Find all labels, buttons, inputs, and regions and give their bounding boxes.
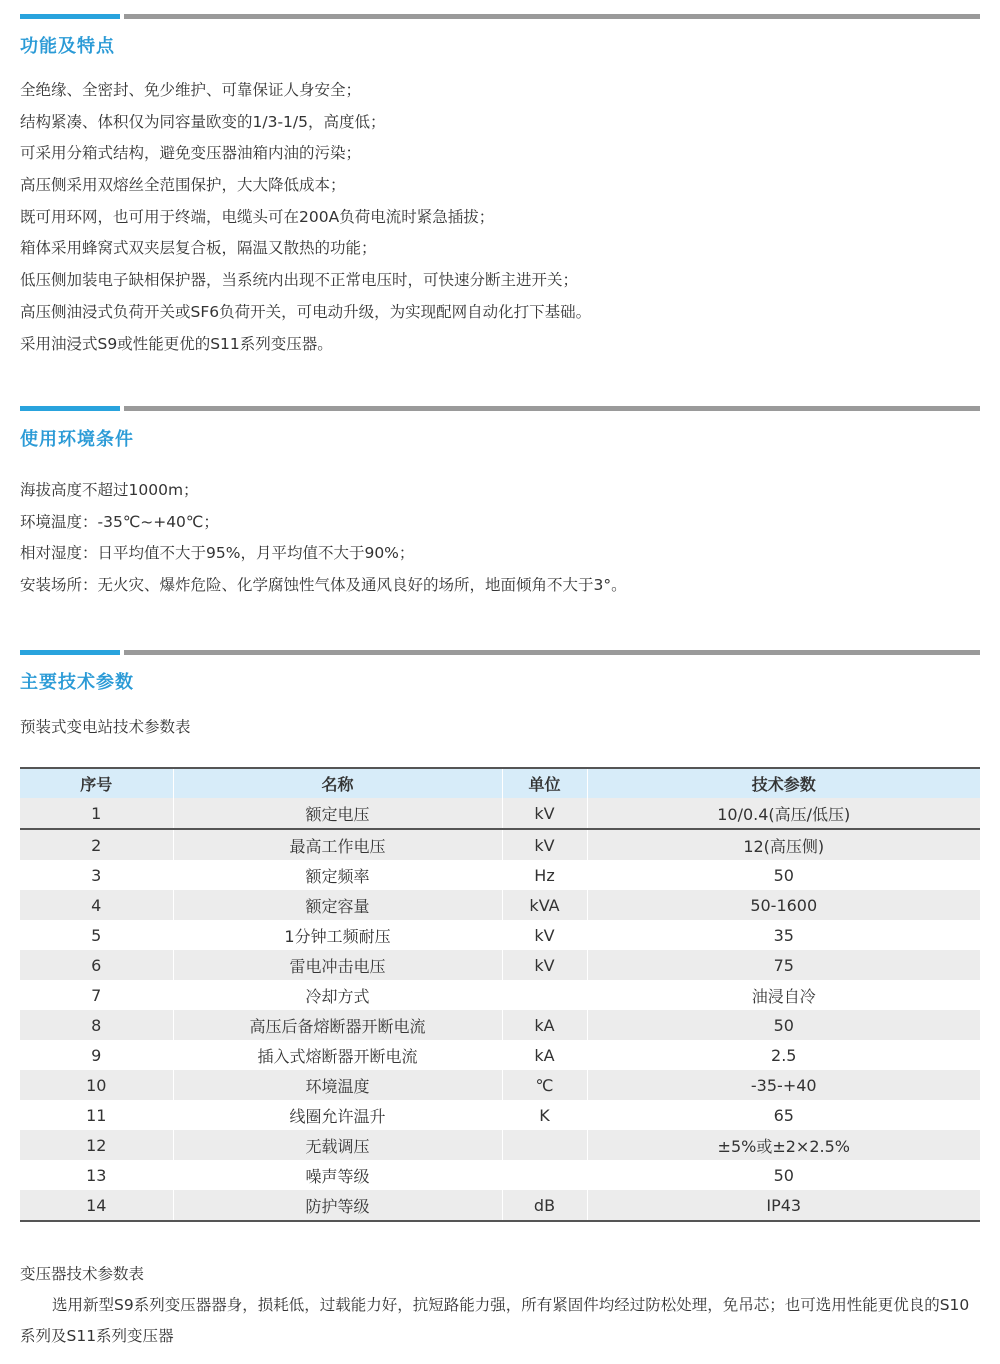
- cell-unit: kV: [502, 920, 587, 950]
- section-divider-environment: [20, 406, 980, 411]
- table-row: [20, 980, 980, 1010]
- cell-unit: [502, 1160, 587, 1190]
- environment-line: 安装场所：无火灾、爆炸危险、化学腐蚀性气体及通风良好的场所，地面倾角不大于3°。: [20, 576, 627, 595]
- cell-unit: kA: [502, 1010, 587, 1040]
- cell-index: 6: [20, 950, 173, 980]
- cell-unit: kA: [502, 1040, 587, 1070]
- features-line: 低压侧加装电子缺相保护器，当系统内出现不正常电压时，可快速分断主进开关；: [20, 271, 579, 290]
- environment-line: 相对湿度：日平均值不大于95%，月平均值不大于90%；: [20, 544, 415, 563]
- divider-line: [124, 14, 980, 19]
- table-caption: 预装式变电站技术参数表: [20, 718, 191, 736]
- table-row: [20, 950, 980, 980]
- cell-index: 13: [20, 1160, 173, 1190]
- cell-name: 环境温度: [173, 1070, 502, 1100]
- features-line: 箱体采用蜂窝式双夹层复合板，隔温又散热的功能；: [20, 239, 377, 258]
- cell-name: 冷却方式: [173, 980, 502, 1010]
- table-row: [20, 798, 980, 829]
- table-row: [20, 1070, 980, 1100]
- table-row: [20, 1160, 980, 1190]
- features-line: 结构紧凑、体积仅为同容量欧变的1/3-1/5，高度低；: [20, 112, 386, 131]
- cell-unit: kVA: [502, 890, 587, 920]
- table-header-row: [20, 768, 980, 798]
- cell-index: 4: [20, 890, 173, 920]
- environment-line: 海拔高度不超过1000m；: [20, 481, 199, 499]
- cell-unit: [502, 1130, 587, 1160]
- cell-value: 75: [587, 950, 980, 980]
- cell-value: IP43: [587, 1190, 980, 1221]
- features-list: [20, 75, 591, 360]
- cell-index: 10: [20, 1070, 173, 1100]
- cell-value: 35: [587, 920, 980, 950]
- table-row: [20, 1130, 980, 1160]
- cell-value: 50: [587, 860, 980, 890]
- cell-index: 12: [20, 1130, 173, 1160]
- cell-value: 12(高压侧): [587, 829, 980, 860]
- cell-index: 14: [20, 1190, 173, 1221]
- cell-name: 最高工作电压: [173, 829, 502, 860]
- cell-unit: K: [502, 1100, 587, 1130]
- table-row: [20, 920, 980, 950]
- cell-name: 1分钟工频耐压: [173, 920, 502, 950]
- cell-unit: ℃: [502, 1070, 587, 1100]
- features-line: 全绝缘、全密封、免少维护、可靠保证人身安全；: [20, 81, 362, 99]
- cell-name: 雷电冲击电压: [173, 950, 502, 980]
- cell-value: 2.5: [587, 1040, 980, 1070]
- features-line: 可采用分箱式结构，避免变压器油箱内油的污染；: [20, 144, 362, 163]
- header-unit: 单位: [502, 768, 587, 798]
- cell-name: 无载调压: [173, 1130, 502, 1160]
- cell-index: 11: [20, 1100, 173, 1130]
- cell-unit: kV: [502, 829, 587, 860]
- cell-name: 防护等级: [173, 1190, 502, 1221]
- cell-value: 50-1600: [587, 890, 980, 920]
- table-row: [20, 829, 980, 860]
- cell-name: 额定电压: [173, 798, 502, 829]
- spec-table: [20, 767, 980, 1222]
- cell-name: 噪声等级: [173, 1160, 502, 1190]
- features-line: 采用油浸式S9或性能更优的S11系列变压器。: [20, 334, 333, 353]
- section-divider-features: [20, 14, 980, 19]
- cell-value: 50: [587, 1160, 980, 1190]
- cell-index: 8: [20, 1010, 173, 1040]
- cell-unit: kV: [502, 798, 587, 829]
- table-row: [20, 1190, 980, 1221]
- table-row: [20, 1010, 980, 1040]
- cell-value: 10/0.4(高压/低压): [587, 798, 980, 829]
- divider-accent: [20, 650, 120, 655]
- table-row: [20, 1040, 980, 1070]
- cell-value: 油浸自冷: [587, 980, 980, 1010]
- cell-index: 5: [20, 920, 173, 950]
- cell-name: 额定频率: [173, 860, 502, 890]
- cell-value: ±5%或±2×2.5%: [587, 1130, 980, 1160]
- cell-value: -35-+40: [587, 1070, 980, 1100]
- cell-unit: dB: [502, 1190, 587, 1221]
- divider-accent: [20, 14, 120, 19]
- cell-index: 3: [20, 860, 173, 890]
- environment-title: 使用环境条件: [20, 429, 134, 450]
- cell-index: 7: [20, 980, 173, 1010]
- header-value: 技术参数: [587, 768, 980, 798]
- divider-line: [124, 406, 980, 411]
- table-row: [20, 1100, 980, 1130]
- environment-list: [20, 475, 627, 602]
- table-row: [20, 860, 980, 890]
- cell-value: 50: [587, 1010, 980, 1040]
- cell-name: 插入式熔断器开断电流: [173, 1040, 502, 1070]
- features-title: 功能及特点: [20, 36, 115, 57]
- divider-line: [124, 650, 980, 655]
- cell-unit: [502, 980, 587, 1010]
- cell-index: 9: [20, 1040, 173, 1070]
- header-name: 名称: [173, 768, 502, 798]
- cell-unit: Hz: [502, 860, 587, 890]
- cell-index: 2: [20, 829, 173, 860]
- cell-index: 1: [20, 798, 173, 829]
- params-title: 主要技术参数: [20, 672, 134, 693]
- cell-unit: kV: [502, 950, 587, 980]
- transformer-caption: 变压器技术参数表: [20, 1265, 145, 1283]
- table-row: [20, 890, 980, 920]
- section-divider-params: [20, 650, 980, 655]
- transformer-paragraph: 选用新型S9系列变压器器身，损耗低，过载能力好，抗短路能力强，所有紧固件均经过防松处理，免吊芯；也可选用性能更优良的S10系列及S11系列变压器: [20, 1296, 970, 1345]
- cell-name: 高压后备熔断器开断电流: [173, 1010, 502, 1040]
- features-line: 既可用环网，也可用于终端，电缆头可在200A负荷电流时紧急插拔；: [20, 207, 495, 226]
- cell-name: 额定容量: [173, 890, 502, 920]
- header-index: 序号: [20, 768, 173, 798]
- features-line: 高压侧油浸式负荷开关或SF6负荷开关，可电动升级，为实现配网自动化打下基础。: [20, 302, 592, 321]
- cell-name: 线圈允许温升: [173, 1100, 502, 1130]
- cell-value: 65: [587, 1100, 980, 1130]
- environment-line: 环境温度：-35℃~+40℃；: [20, 512, 219, 531]
- features-line: 高压侧采用双熔丝全范围保护，大大降低成本；: [20, 176, 346, 195]
- divider-accent: [20, 406, 120, 411]
